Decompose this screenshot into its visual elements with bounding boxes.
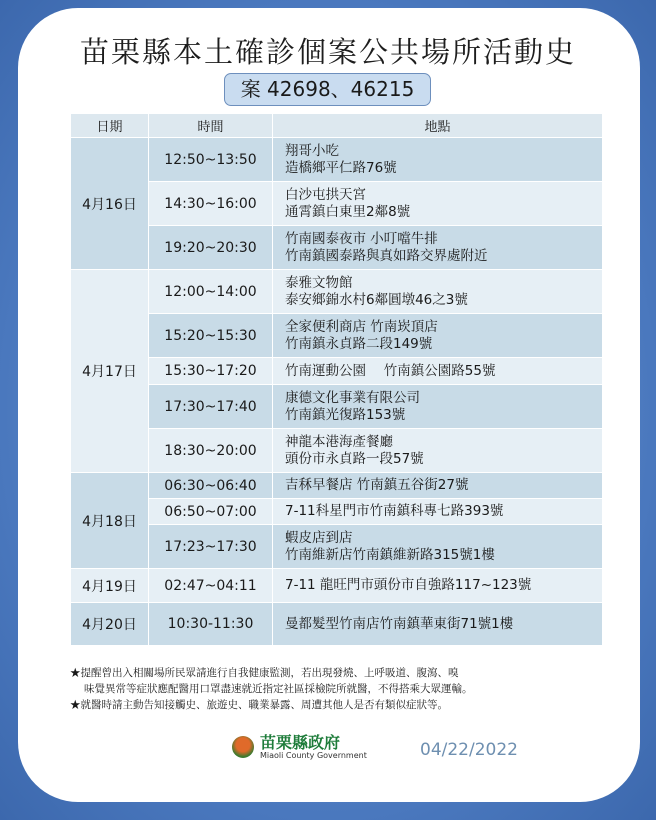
logo-name: 苗栗縣政府 (260, 733, 341, 752)
place-line: 翔哥小吃 (285, 142, 339, 159)
time-cell: 12:50~13:50 (149, 138, 273, 182)
place-cell (273, 385, 603, 429)
table-row (71, 182, 603, 226)
time-cell: 14:30~16:00 (149, 182, 273, 226)
table-header (71, 114, 603, 138)
time-cell: 19:20~20:30 (149, 226, 273, 270)
logo-english: Miaoli County Government (260, 751, 367, 760)
place-line: 吉秝早餐店 竹南鎮五谷街27號 (285, 477, 469, 493)
time-cell: 18:30~20:00 (149, 429, 273, 473)
table-row (71, 569, 603, 603)
table-row (71, 525, 603, 569)
place-line: 通霄鎮白東里2鄰8號 (285, 203, 411, 220)
time-cell: 06:30~06:40 (149, 473, 273, 499)
note-line: 味覺異常等症狀應配醫用口罩盡速就近指定社區採檢院所就醫，不得搭乘大眾運輸。 (84, 683, 473, 695)
table-row (71, 473, 603, 499)
place-line: 泰安鄉錦水村6鄰圓墩46之3號 (285, 291, 468, 308)
header-time: 時間 (149, 114, 273, 138)
header-date: 日期 (71, 114, 149, 138)
table-row (71, 429, 603, 473)
time-cell: 12:00~14:00 (149, 270, 273, 314)
time-cell: 17:23~17:30 (149, 525, 273, 569)
place-cell (273, 525, 603, 569)
time-cell: 06:50~07:00 (149, 499, 273, 525)
place-line: 竹南國泰夜市 小叮噹牛排 (285, 230, 438, 247)
note-line: ★就醫時請主動告知接觸史、旅遊史、職業暴露、周遭其他人是否有類似症狀等。 (70, 699, 448, 711)
note-line: ★提醒曾出入相關場所民眾請進行自我健康監測，若出現發燒、上呼吸道、腹瀉、嗅 (70, 667, 459, 679)
place-cell (273, 138, 603, 182)
place-cell (273, 314, 603, 358)
place-line: 竹南鎮永貞路二段149號 (285, 335, 433, 352)
place-line: 7-11 龍旺門市頭份市自強路117~123號 (285, 577, 532, 593)
table-row (71, 603, 603, 646)
place-line: 蝦皮店到店 (285, 529, 353, 546)
place-line: 竹南運動公園 竹南鎮公園路55號 (285, 362, 496, 379)
date-cell: 4月19日 (71, 569, 149, 603)
time-cell: 02:47~04:11 (149, 569, 273, 603)
header-place: 地點 (273, 114, 603, 138)
county-logo (232, 734, 367, 760)
date-cell: 4月16日 (71, 138, 149, 270)
time-cell: 15:20~15:30 (149, 314, 273, 358)
place-cell (273, 499, 603, 525)
notes (70, 665, 473, 713)
place-cell (273, 182, 603, 226)
table-row (71, 138, 603, 182)
table-row (71, 314, 603, 358)
table-row (71, 358, 603, 385)
activity-table (70, 113, 603, 646)
table-row (71, 270, 603, 314)
place-line: 竹南維新店竹南鎮維新路315號1樓 (285, 546, 495, 563)
place-line: 白沙屯拱天宮 (285, 186, 366, 203)
place-cell (273, 270, 603, 314)
page-title: 苗栗縣本土確診個案公共場所活動史 (79, 35, 576, 69)
place-cell (273, 603, 603, 646)
table-row (71, 499, 603, 525)
date-cell: 4月20日 (71, 603, 149, 646)
date-cell: 4月17日 (71, 270, 149, 473)
table-row (71, 226, 603, 270)
place-line: 神龍本港海產餐廳 (285, 433, 393, 450)
place-line: 全家便利商店 竹南崁頂店 (285, 318, 438, 335)
place-line: 竹南鎮國泰路與真如路交界處附近 (285, 247, 488, 264)
time-cell: 10:30-11:30 (149, 603, 273, 646)
time-cell: 17:30~17:40 (149, 385, 273, 429)
county-emblem-icon (232, 736, 254, 758)
place-cell (273, 569, 603, 603)
place-line: 康德文化事業有限公司 (285, 389, 420, 406)
date-cell: 4月18日 (71, 473, 149, 569)
place-cell (273, 358, 603, 385)
place-line: 泰雅文物館 (285, 274, 353, 291)
case-label: 案 42698、46215 (224, 73, 431, 106)
place-line: 竹南鎮光復路153號 (285, 406, 406, 423)
place-cell (273, 473, 603, 499)
place-line: 曼都髮型竹南店竹南鎮華東街71號1樓 (285, 615, 514, 632)
table-row (71, 385, 603, 429)
place-line: 7-11科星門市竹南鎮科專七路393號 (285, 503, 504, 519)
publish-date: 04/22/2022 (420, 740, 518, 760)
place-line: 頭份市永貞路一段57號 (285, 450, 424, 467)
place-line: 造橋鄉平仁路76號 (285, 159, 397, 176)
time-cell: 15:30~17:20 (149, 358, 273, 385)
place-cell (273, 429, 603, 473)
place-cell (273, 226, 603, 270)
